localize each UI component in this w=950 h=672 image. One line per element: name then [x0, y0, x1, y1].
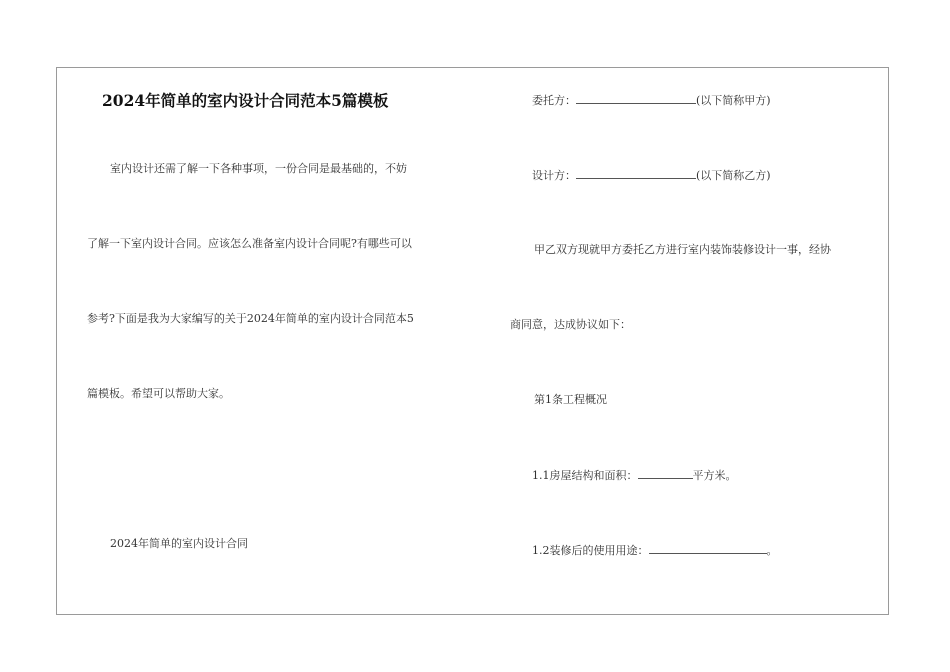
- section-heading: 2024年简单的室内设计合同: [110, 537, 248, 550]
- usage-blank: [649, 542, 767, 554]
- designer-suffix: (以下简称乙方): [696, 169, 771, 182]
- agreement-line-1: 甲乙双方现就甲方委托乙方进行室内装饰装修设计一事，经协: [534, 243, 831, 256]
- area-blank: [638, 467, 693, 479]
- intro-line-2: 了解一下室内设计合同。应该怎么准备室内设计合同呢?有哪些可以: [87, 237, 412, 250]
- designer-line: [532, 167, 771, 184]
- client-label: 委托方：: [532, 94, 576, 107]
- item-1-1-label: 1.1房屋结构和面积：: [532, 469, 638, 482]
- intro-line-1: 室内设计还需了解一下各种事项，一份合同是最基础的，不妨: [110, 162, 407, 175]
- item-1-2-label: 1.2装修后的使用用途：: [532, 544, 649, 557]
- designer-blank: [576, 167, 696, 179]
- item-1-2-line: [532, 542, 778, 559]
- intro-line-4: 篇模板。希望可以帮助大家。: [87, 387, 230, 400]
- document-title: 2024年简单的室内设计合同范本5篇模板: [102, 91, 389, 110]
- client-suffix: (以下简称甲方): [696, 94, 771, 107]
- item-1-1-suffix: 平方米。: [692, 469, 737, 482]
- agreement-line-2: 商同意，达成协议如下：: [510, 318, 631, 331]
- intro-line-3: 参考?下面是我为大家编写的关于2024年简单的室内设计合同范本5: [87, 312, 414, 325]
- client-blank: [576, 92, 696, 104]
- item-1-1-line: [532, 467, 737, 484]
- item-1-2-suffix: 。: [766, 544, 778, 557]
- designer-label: 设计方：: [532, 169, 576, 182]
- article-1-heading: 第1条工程概况: [534, 393, 607, 406]
- page-frame: [56, 67, 889, 615]
- client-line: [532, 92, 771, 109]
